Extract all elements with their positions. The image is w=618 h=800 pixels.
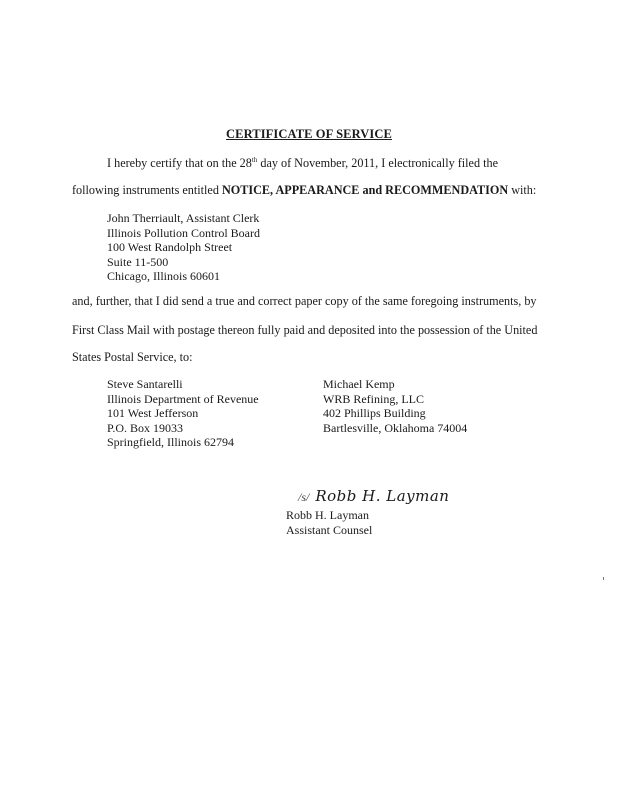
instruments-intro: following instruments entitled xyxy=(72,183,222,197)
address-line: Michael Kemp xyxy=(323,377,395,391)
address-line: Illinois Department of Revenue xyxy=(107,391,259,406)
instruments-title: NOTICE, APPEARANCE and RECOMMENDATION xyxy=(221,183,509,197)
address-line: Bartlesville, Oklahoma 74004 xyxy=(323,420,468,435)
signer-title: Assistant Counsel xyxy=(286,522,373,537)
signer-name: Robb H. Layman xyxy=(286,508,369,522)
address-line: 101 West Jefferson xyxy=(107,406,199,420)
service-line-1: and, further, that I did send a true and correct paper copy of the same foregoing instruments, by xyxy=(72,294,537,308)
address-line: 402 Phillips Building xyxy=(323,406,426,420)
address-line: Springfield, Illinois 62794 xyxy=(107,435,234,449)
revenue-address-block xyxy=(107,377,259,450)
address-line: P.O. Box 19033 xyxy=(107,420,184,435)
certification-text-cont: day of November, 2011, I electronically filed the xyxy=(257,156,498,170)
document-title: CERTIFICATE OF SERVICE xyxy=(226,127,392,141)
refining-address-block xyxy=(323,377,467,435)
scan-artifact xyxy=(603,577,604,580)
certification-line-2 xyxy=(72,183,536,197)
service-line-2: First Class Mail with postage thereon fully paid and deposited into the possession of the United xyxy=(72,323,538,337)
certification-line-1 xyxy=(107,156,498,170)
signature-script: Robb H. Layman xyxy=(315,487,450,505)
electronic-signature xyxy=(298,487,449,505)
clerk-address-block xyxy=(107,211,260,284)
address-line: Steve Santarelli xyxy=(107,377,183,391)
address-line: John Therriault, Assistant Clerk xyxy=(107,211,260,225)
address-line: Illinois Pollution Control Board xyxy=(107,225,261,240)
signer-block xyxy=(286,508,372,537)
address-line: Suite 11-500 xyxy=(107,254,169,269)
certification-text: I hereby certify that on the 28 xyxy=(107,156,252,170)
address-line: 100 West Randolph Street xyxy=(107,240,233,254)
date-ordinal-suffix: th xyxy=(251,156,258,164)
signature-prefix: /s/ xyxy=(298,490,310,504)
address-line: Chicago, Illinois 60601 xyxy=(107,269,220,283)
instruments-tail: with: xyxy=(508,183,537,197)
address-line: WRB Refining, LLC xyxy=(323,391,424,406)
service-line-3: States Postal Service, to: xyxy=(72,350,193,364)
